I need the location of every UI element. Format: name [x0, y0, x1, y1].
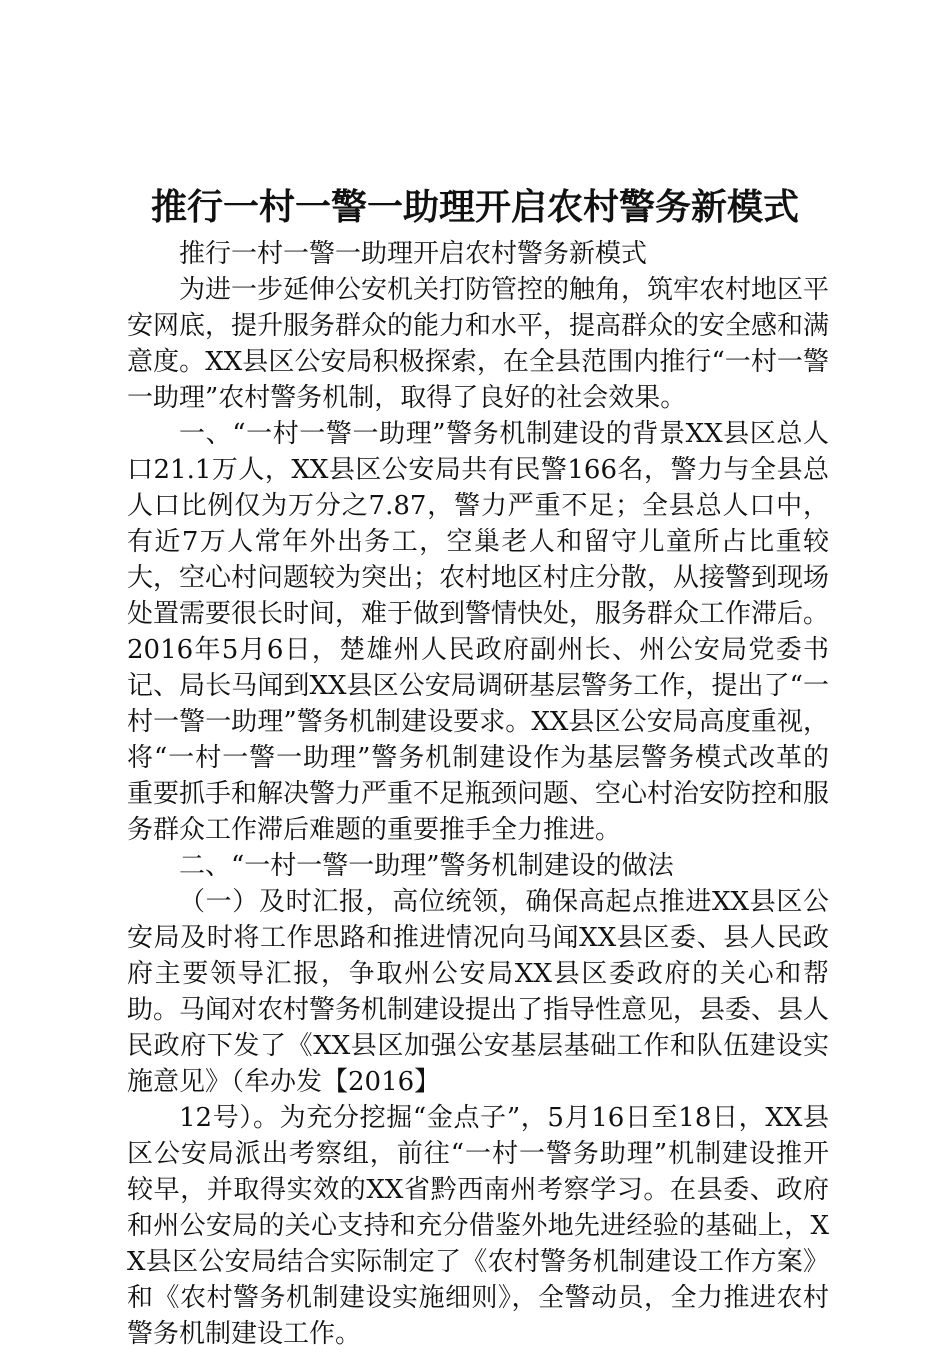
body-paragraph-method-1-continued: 12号）。为充分挖掘“金点子”，5月16日至18日，XX县区公安局派出考察组，前往“一村一警务助理”机制建设推开较早，并取得实效的XX省黔西南州考察学习。在县委、政府和州公安局的关心支持和充分借鉴外地先进经验的基础上，XX县区公安局结合实际制定了《农村警务机制建设工作方案》和《农村警务机制建设实施细则》，全警动员，全力推进农村警务机制建设工作。 [127, 1103, 829, 1349]
document-body [127, 236, 829, 1352]
body-paragraph-subtitle: 推行一村一警一助理开启农村警务新模式 [179, 239, 648, 269]
body-paragraph-method-1: （一）及时汇报，高位统领，确保高起点推进XX县区公安局及时将工作思路和推进情况向马闻XX县区委、县人民政府主要领导汇报，争取州公安局XX县区委政府的关心和帮助。马闻对农村警务机制建设提出了指导性意见，县委、县人民政府下发了《XX县区加强公安基层基础工作和队伍建设实施意见》（牟办发【2016】 [127, 887, 830, 1097]
body-paragraph-intro: 为进一步延伸公安机关打防管控的触角，筑牢农村地区平安网底，提升服务群众的能力和水平，提高群众的安全感和满意度。XX县区公安局积极探索，在全县范围内推行“一村一警一助理”农村警务机制，取得了良好的社会效果。 [127, 275, 830, 413]
document-title: 推行一村一警一助理开启农村警务新模式 [150, 186, 799, 228]
body-paragraph-background: 一、“一村一警一助理”警务机制建设的背景XX县区总人口21.1万人，XX县区公安局共有民警166名，警力与全县总人口比例仅为万分之7.87，警力严重不足；全县总人口中，有近7万人常年外出务工，空巢老人和留守儿童所占比重较大，空心村问题较为突出；农村地区村庄分散，从接警到现场处置需要很长时间，难于做到警情快处，服务群众工作滞后。2016年5月6日，楚雄州人民政府副州长、州公安局党委书记、局长马闻到XX县区公安局调研基层警务工作，提出了“一村一警一助理”警务机制建设要求。XX县区公安局高度重视，将“一村一警一助理”警务机制建设作为基层警务模式改革的重要抓手和解决警力严重不足瓶颈问题、空心村治安防控和服务群众工作滞后难题的重要推手全力推进。 [127, 419, 830, 845]
body-paragraph-methods-heading: 二、“一村一警一助理”警务机制建设的做法 [179, 851, 674, 881]
